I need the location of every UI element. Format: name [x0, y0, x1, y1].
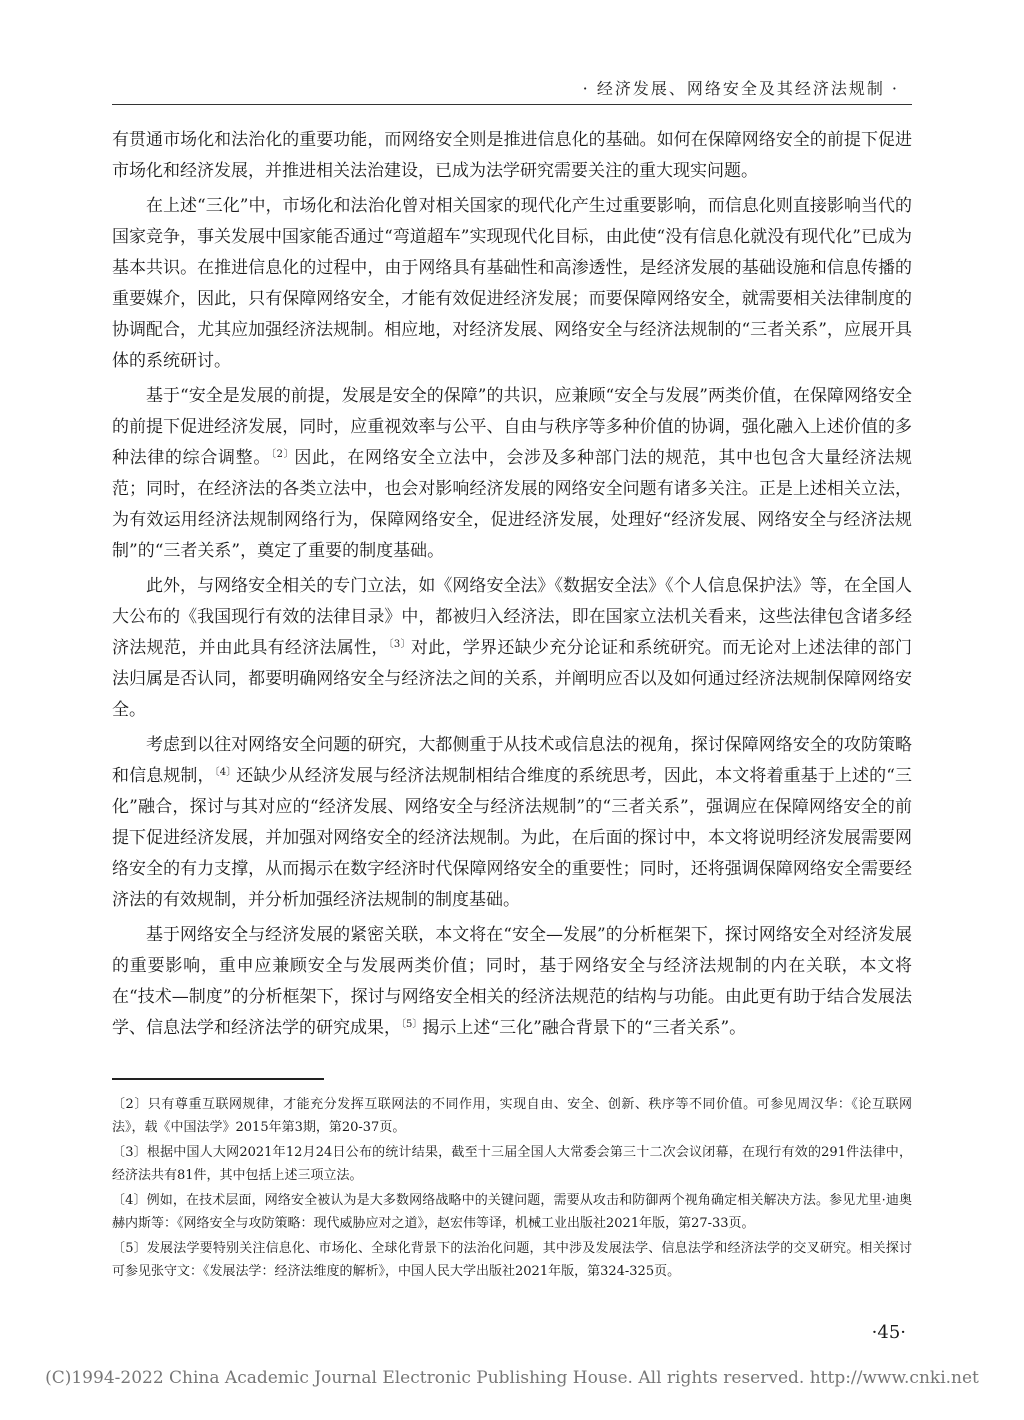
paragraph [112, 191, 912, 377]
footnote: 〔3〕根据中国人大网2021年12月24日公布的统计结果，截至十三届全国人大常委会第三十二次会议闭幕，在现行有效的291件法律中，经济法共有81件，其中包括上述三项立法。 [112, 1145, 912, 1183]
footnote-separator [112, 1078, 324, 1080]
paragraph [112, 125, 912, 187]
paragraph-text: 有贯通市场化和法治化的重要功能，而网络安全则是推进信息化的基础。如何在保障网络安全的前提下促进市场化和经济发展，并推进相关法治建设，已成为法学研究需要关注的重大现实问题。 [112, 130, 912, 181]
running-header-title: · 经济发展、网络安全及其经济法规制 · [582, 79, 899, 98]
paragraph-text: 对此，学界还缺少充分论证和系统研究。而无论对上述法律的部门法归属是否认同，都要明确网络安全与经济法之间的关系，并阐明应否以及如何通过经济法规制保障网络安全。 [112, 638, 912, 720]
paragraph-text: 还缺少从经济发展与经济法规制相结合维度的系统思考，因此，本文将着重基于上述的“三化”融合，探讨与其对应的“经济发展、网络安全与经济法规制”的“三者关系”，强调应在保障网络安全的前提下促进经济发展，并加强对网络安全的经济法规制。为此，在后面的探讨中，本文将说明经济发展需要网络安全的有力支撑，从而揭示在数字经济时代保障网络安全的重要性；同时，还将强调保障网络安全需要经济法的有效规制，并分析加强经济法规制的制度基础。 [112, 766, 912, 910]
footnote-ref: 〔4〕 [214, 767, 237, 778]
paragraph [112, 920, 912, 1044]
paragraph-text: 基于网络安全与经济发展的紧密关联，本文将在“安全—发展”的分析框架下，探讨网络安全对经济发展的重要影响，重申应兼顾安全与发展两类价值；同时，基于网络安全与经济法规制的内在关联，本文将在“技术—制度”的分析框架下，探讨与网络安全相关的经济法规范的结构与功能。由此更有助于结合发展法学、信息法学和经济法学的研究成果， [112, 925, 912, 1038]
footnote: 〔2〕只有尊重互联网规律，才能充分发挥互联网法的不同作用，实现自由、安全、创新、秩序等不同价值。可参见周汉华：《论互联网法》，载《中国法学》2015年第3期，第20-37页。 [112, 1097, 912, 1135]
footnotes [112, 1093, 912, 1285]
main-text [112, 125, 912, 1048]
page-number: ·45· [871, 1322, 906, 1343]
paragraph-text: 在上述“三化”中，市场化和法治化曾对相关国家的现代化产生过重要影响，而信息化则直接影响当代的国家竞争，事关发展中国家能否通过“弯道超车”实现现代化目标，由此使“没有信息化就没有现代化”已成为基本共识。在推进信息化的过程中，由于网络具有基础性和高渗透性，是经济发展的基础设施和信息传播的重要媒介，因此，只有保障网络安全，才能有效促进经济发展；而要保障网络安全，就需要相关法律制度的协调配合，尤其应加强经济法规制。相应地，对经济发展、网络安全与经济法规制的“三者关系”，应展开具体的系统研讨。 [112, 196, 912, 371]
footnote: 〔5〕发展法学要特别关注信息化、市场化、全球化背景下的法治化问题，其中涉及发展法学、信息法学和经济法学的交叉研究。相关探讨可参见张守文：《发展法学：经济法维度的解析》，中国人民大学出版社2021年版，第324-325页。 [112, 1241, 912, 1279]
paragraph-text: 此外，与网络安全相关的专门立法，如《网络安全法》《数据安全法》《个人信息保护法》等，在全国人大公布的《我国现行有效的法律目录》中，都被归入经济法，即在国家立法机关看来，这些法律包含诸多经济法规范，并由此具有经济法属性， [112, 576, 912, 658]
header-rule [112, 104, 912, 105]
paragraph-text: 考虑到以往对网络安全问题的研究，大都侧重于从技术或信息法的视角，探讨保障网络安全的攻防策略和信息规制， [112, 735, 912, 786]
running-header [0, 72, 1024, 106]
paragraph [112, 381, 912, 567]
paragraph [112, 571, 912, 726]
footnote-ref: 〔3〕 [388, 639, 411, 650]
paragraph-text: 基于“安全是发展的前提，发展是安全的保障”的共识，应兼顾“安全与发展”两类价值，在保障网络安全的前提下促进经济发展，同时，应重视效率与公平、自由与秩序等多种价值的协调，强化融入上述价值的多种法律的综合调整。 [112, 386, 912, 468]
copyright-watermark: (C)1994-2022 China Academic Journal Electronic Publishing House. All rights reserved. http://www.cnki.net [45, 1368, 979, 1388]
paragraph-text: 揭示上述“三化”融合背景下的“三者关系”。 [422, 1018, 747, 1038]
footnote-ref: 〔2〕 [271, 449, 295, 460]
paragraph-text: 因此，在网络安全立法中，会涉及多种部门法的规范，其中也包含大量经济法规范；同时，在经济法的各类立法中，也会对影响经济发展的网络安全问题有诸多关注。正是上述相关立法，为有效运用经济法规制网络行为，保障网络安全，促进经济发展，处理好“经济发展、网络安全与经济法规制”的“三者关系”，奠定了重要的制度基础。 [112, 448, 913, 561]
paragraph [112, 730, 912, 916]
footnote-ref: 〔5〕 [401, 1019, 423, 1030]
footnote: 〔4〕例如，在技术层面，网络安全被认为是大多数网络战略中的关键问题，需要从攻击和防御两个视角确定相关解决方法。参见尤里·迪奥赫内斯等：《网络安全与攻防策略：现代威胁应对之道》，赵宏伟等译，机械工业出版社2021年版，第27-33页。 [112, 1193, 912, 1231]
